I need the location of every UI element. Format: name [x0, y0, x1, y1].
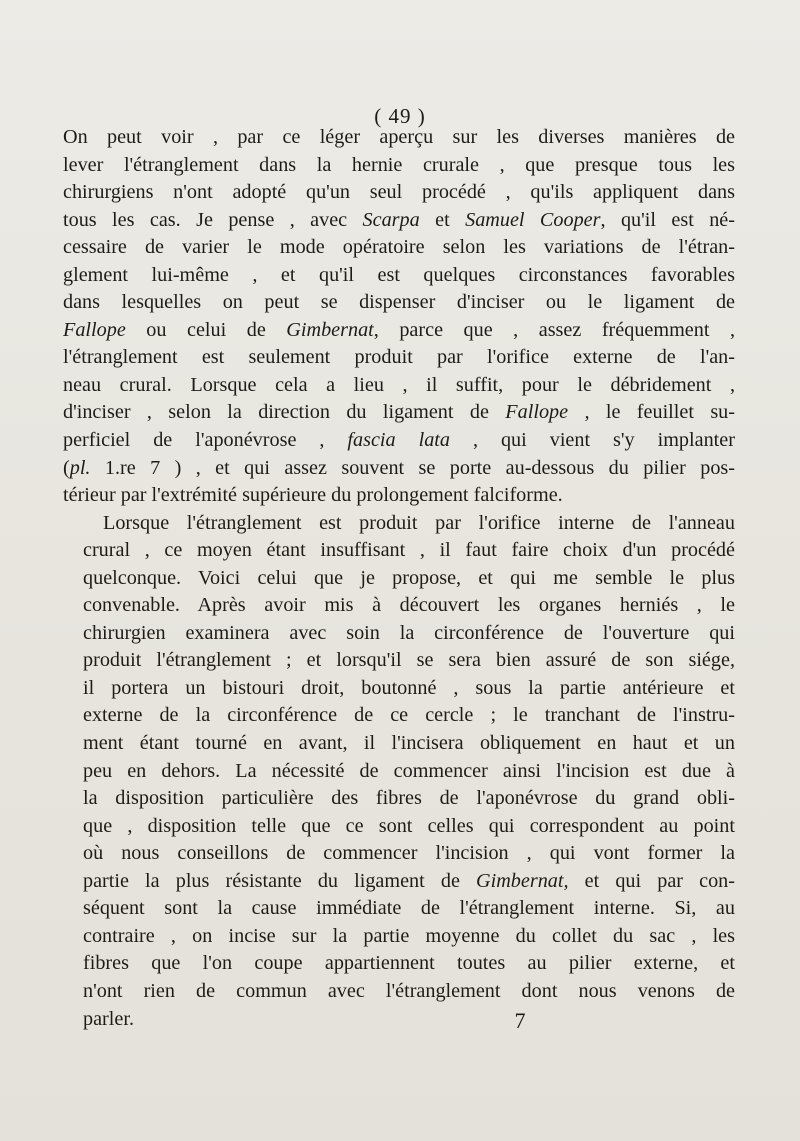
page-number: ( 49 ) [374, 104, 426, 128]
italic-plate-ref: pl. [69, 456, 91, 479]
text-line: la disposition particulière des fibres de l'aponévrose du grand obli- [83, 787, 735, 810]
text-run: et [419, 208, 466, 231]
signature-mark: 7 [514, 1008, 526, 1033]
text-line [63, 399, 735, 427]
text-line: Lorsque l'étranglement est produit par l'orifice interne de l'anneau [103, 511, 735, 534]
text-line: On peut voir , par ce léger aperçu sur les diverses manières de [63, 126, 735, 148]
italic-name-gimbernat: Gimbernat, [476, 869, 569, 892]
text-run: , qu'il est né- [600, 208, 735, 231]
text-line: térieur par l'extrémité supérieure du prolongement falciforme. [63, 484, 563, 507]
paragraph-2 [63, 510, 735, 1033]
text-line: parler. [83, 1007, 135, 1030]
text-line: chirurgiens n'ont adopté qu'un seul procédé , qu'ils appliquent dans [63, 181, 735, 204]
text-run: 1.re 7 ) , et qui assez souvent se porte au-dessous du pilier pos- [90, 456, 735, 479]
text-run: perficiel de l'aponévrose , [63, 429, 348, 452]
text-line: chirurgien examinera avec soin la circonférence de l'ouverture qui [83, 621, 735, 644]
italic-name-cooper: Samuel Cooper [465, 208, 601, 231]
text-run: , qui vient s'y implanter [449, 429, 735, 452]
text-line: produit l'étranglement ; et lorsqu'il se sera bien assuré de son siége, [83, 649, 735, 672]
text-line: convenable. Après avoir mis à découvert les organes herniés , le [83, 594, 735, 617]
text-run: le feuillet su- [589, 401, 735, 424]
text-line [63, 455, 735, 483]
text-line [63, 317, 735, 345]
text-line: n'ont rien de commun avec l'étranglement dont nous venons de [83, 979, 735, 1002]
text-line: ment étant tourné en avant, il l'incisera obliquement en haut et un [83, 732, 735, 755]
text-line: cessaire de varier le mode opératoire selon les variations de l'étran- [63, 236, 735, 259]
text-run: tous les cas. Je pense , avec [63, 208, 363, 231]
italic-name-scarpa: Scarpa [362, 208, 420, 231]
text-line: fibres que l'on coupe appartiennent toutes au pilier externe, et [83, 952, 735, 975]
italic-name-fallope: Fallope [63, 318, 126, 341]
paragraph-1 [63, 124, 735, 510]
text-line: peu en dehors. La nécessité de commencer ainsi l'incision est due à [83, 759, 735, 782]
text-line [63, 868, 735, 896]
text-line: neau crural. Lorsque cela a lieu , il suffit, pour le débridement , [63, 373, 735, 396]
text-line: externe de la circonférence de ce cercle ; le tranchant de l'instru- [83, 704, 735, 727]
text-line: dans lesquelles on peut se dispenser d'inciser ou le ligament de [63, 291, 735, 314]
text-line: l'étranglement est seulement produit par l'orifice externe de l'an- [63, 346, 735, 369]
body-text [63, 124, 735, 1033]
text-run: d'inciser , selon la direction du ligament de [63, 401, 506, 424]
text-line: séquent sont la cause immédiate de l'étranglement interne. Si, au [83, 897, 735, 920]
italic-term-fascia-lata: fascia lata [347, 429, 450, 452]
text-line [63, 427, 735, 455]
text-line: que , disposition telle que ce sont celles qui correspondent au point [83, 814, 735, 837]
text-run: partie la plus résistante du ligament de [83, 869, 477, 892]
text-line: crural , ce moyen étant insuffisant , il faut faire choix d'un procédé [83, 539, 735, 562]
text-line: quelconque. Voici celui que je propose, et qui me semble le plus [83, 566, 735, 589]
text-run: ( [63, 456, 70, 479]
text-line: contraire , on incise sur la partie moyenne du collet du sac , les [83, 924, 735, 947]
text-line: il portera un bistouri droit, boutonné , sous la partie antérieure et [83, 676, 735, 699]
text-line: glement lui-même , et qu'il est quelques circonstances favorables [63, 263, 735, 286]
text-run: et qui par con- [568, 869, 735, 892]
italic-name-fallope: Fallope , [505, 401, 590, 424]
text-run: , parce que , assez fréquemment , [373, 318, 735, 341]
text-line [63, 207, 735, 235]
text-line: où nous conseillons de commencer l'incision , qui vont former la [83, 842, 735, 865]
text-line: lever l'étranglement dans la hernie crurale , que presque tous les [63, 153, 735, 176]
text-run: ou celui de [125, 318, 287, 341]
italic-name-gimbernat: Gimbernat [286, 318, 374, 341]
